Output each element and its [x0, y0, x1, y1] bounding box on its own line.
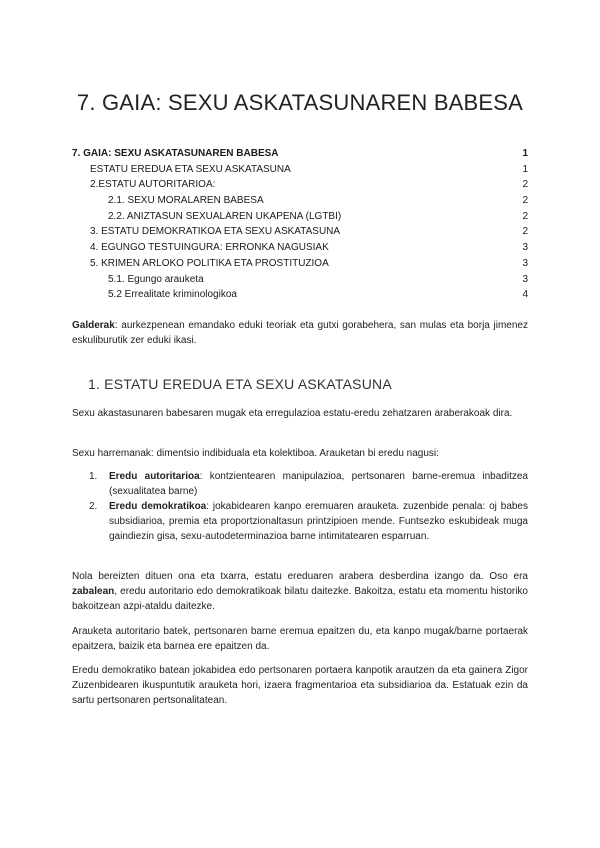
list-marker: 1.	[89, 471, 98, 482]
paragraph-2: Sexu harremanak: dimentsio indibiduala eta kolektiboa. Arauketan bi eredu nagusi:	[72, 448, 439, 459]
toc-entry-page: 1	[522, 163, 528, 175]
paragraph-3-emphasis: zabalean	[72, 586, 115, 597]
paragraph-4: Arauketa autoritario batek, pertsonaren barne eremua epaitzen du, eta kanpo mugak/barne portaerak epaitzera, baizik eta barnea ere epaitzen da.	[72, 626, 528, 652]
toc-entry[interactable]	[72, 209, 528, 225]
page-title: 7. GAIA: SEXU ASKATASUNAREN BABESA	[76, 90, 524, 115]
paragraph-3-end: , eredu autoritario edo demokratikoak bilatu daitezke. Bakoitza, estatu eta momentu historiko bakoitzean azpi-ataldu daitezke.	[72, 586, 528, 612]
paragraph-1: Sexu akastasunaren babesaren mugak eta erregulazioa estatu-eredu zehatzaren araberakoak dira.	[72, 408, 513, 419]
toc-entry-page: 2	[522, 179, 528, 191]
toc-entry[interactable]	[72, 272, 528, 288]
toc-entry-label: 2.1. SEXU MORALAREN BABESA	[108, 195, 264, 207]
toc-entry-page: 2	[522, 195, 528, 207]
list-item	[72, 469, 528, 499]
toc-entry-page: 3	[522, 257, 528, 269]
toc-entry-page: 4	[522, 289, 528, 301]
toc-entry[interactable]	[72, 193, 528, 209]
paragraph-3-start: Nola bereizten dituen ona eta txarra, estatu ereduaren arabera desberdina izango da. Oso era	[72, 571, 528, 582]
toc-entry-label: 2.ESTATU AUTORITARIOA:	[90, 179, 216, 191]
table-of-contents	[72, 146, 528, 303]
list-marker: 2.	[89, 501, 98, 512]
toc-entry-page: 1	[522, 148, 528, 159]
toc-entry-label: 4. EGUNGO TESTUINGURA: ERRONKA NAGUSIAK	[90, 242, 329, 254]
toc-entry[interactable]	[72, 146, 528, 162]
toc-entry-label: 5.1. Egungo arauketa	[108, 273, 204, 285]
toc-entry-page: 2	[522, 210, 528, 222]
toc-entry[interactable]	[72, 177, 528, 193]
toc-entry-label: ESTATU EREDUA ETA SEXU ASKATASUNA	[90, 163, 291, 175]
toc-entry-label: 3. ESTATU DEMOKRATIKOA ETA SEXU ASKATASUNA	[90, 226, 341, 238]
toc-entry-label: 5. KRIMEN ARLOKO POLITIKA ETA PROSTITUZIOA	[90, 257, 329, 269]
section-heading: 1. ESTATU EREDUA ETA SEXU ASKATASUNA	[88, 376, 392, 392]
list-item-text: : jokabidearen kanpo eremuaren arauketa. zuzenbide penala: oj babes subsidiarioa, premia eta proportzionaltasun printzipioen mende. Funtsezko eskubideak muga gaindiezin gisa, sexu-autodeterminazioa barne intimitatearen esparruan.	[109, 501, 528, 542]
list-item-term: Eredu demokratikoa	[109, 501, 207, 512]
toc-entry[interactable]	[72, 162, 528, 178]
toc-entry-page: 3	[522, 242, 528, 254]
toc-entry[interactable]	[72, 240, 528, 256]
questions-text: : aurkezpenean emandako eduki teoriak eta gutxi gorabehera, san mulas eta borja jimenez eskuliburutik zer eduki ikasi.	[72, 320, 528, 346]
toc-entry-page: 3	[522, 273, 528, 285]
model-list	[72, 469, 528, 544]
toc-entry-page: 2	[522, 226, 528, 238]
questions-label: Galderak	[72, 320, 115, 331]
toc-entry[interactable]	[72, 287, 528, 303]
toc-entry-label: 7. GAIA: SEXU ASKATASUNAREN BABESA	[72, 148, 279, 159]
list-item-text: : kontzientearen manipulazioa, pertsonaren barne-eremua inbaditzea (sexualitatea barne)	[109, 471, 528, 497]
toc-entry[interactable]	[72, 256, 528, 272]
paragraph-5: Eredu demokratiko batean jokabidea edo pertsonaren portaera kanpotik arautzen da eta gainera Zigor Zuzenbidearen ikuspuntutik arauketa hori, izaera fragmentarioa eta subsidiarioa da. Estatuak ezin da sartu pertsonaren pertsonalitatean.	[72, 665, 528, 706]
toc-entry-label: 2.2. ANIZTASUN SEXUALAREN UKAPENA (LGTBI)	[108, 210, 342, 222]
list-item-term: Eredu autoritarioa	[109, 471, 200, 482]
list-item	[72, 499, 528, 544]
toc-entry[interactable]	[72, 224, 528, 240]
paragraph-3	[72, 569, 528, 614]
toc-entry-label: 5.2 Errealitate kriminologikoa	[108, 289, 237, 301]
questions-paragraph	[72, 318, 528, 348]
